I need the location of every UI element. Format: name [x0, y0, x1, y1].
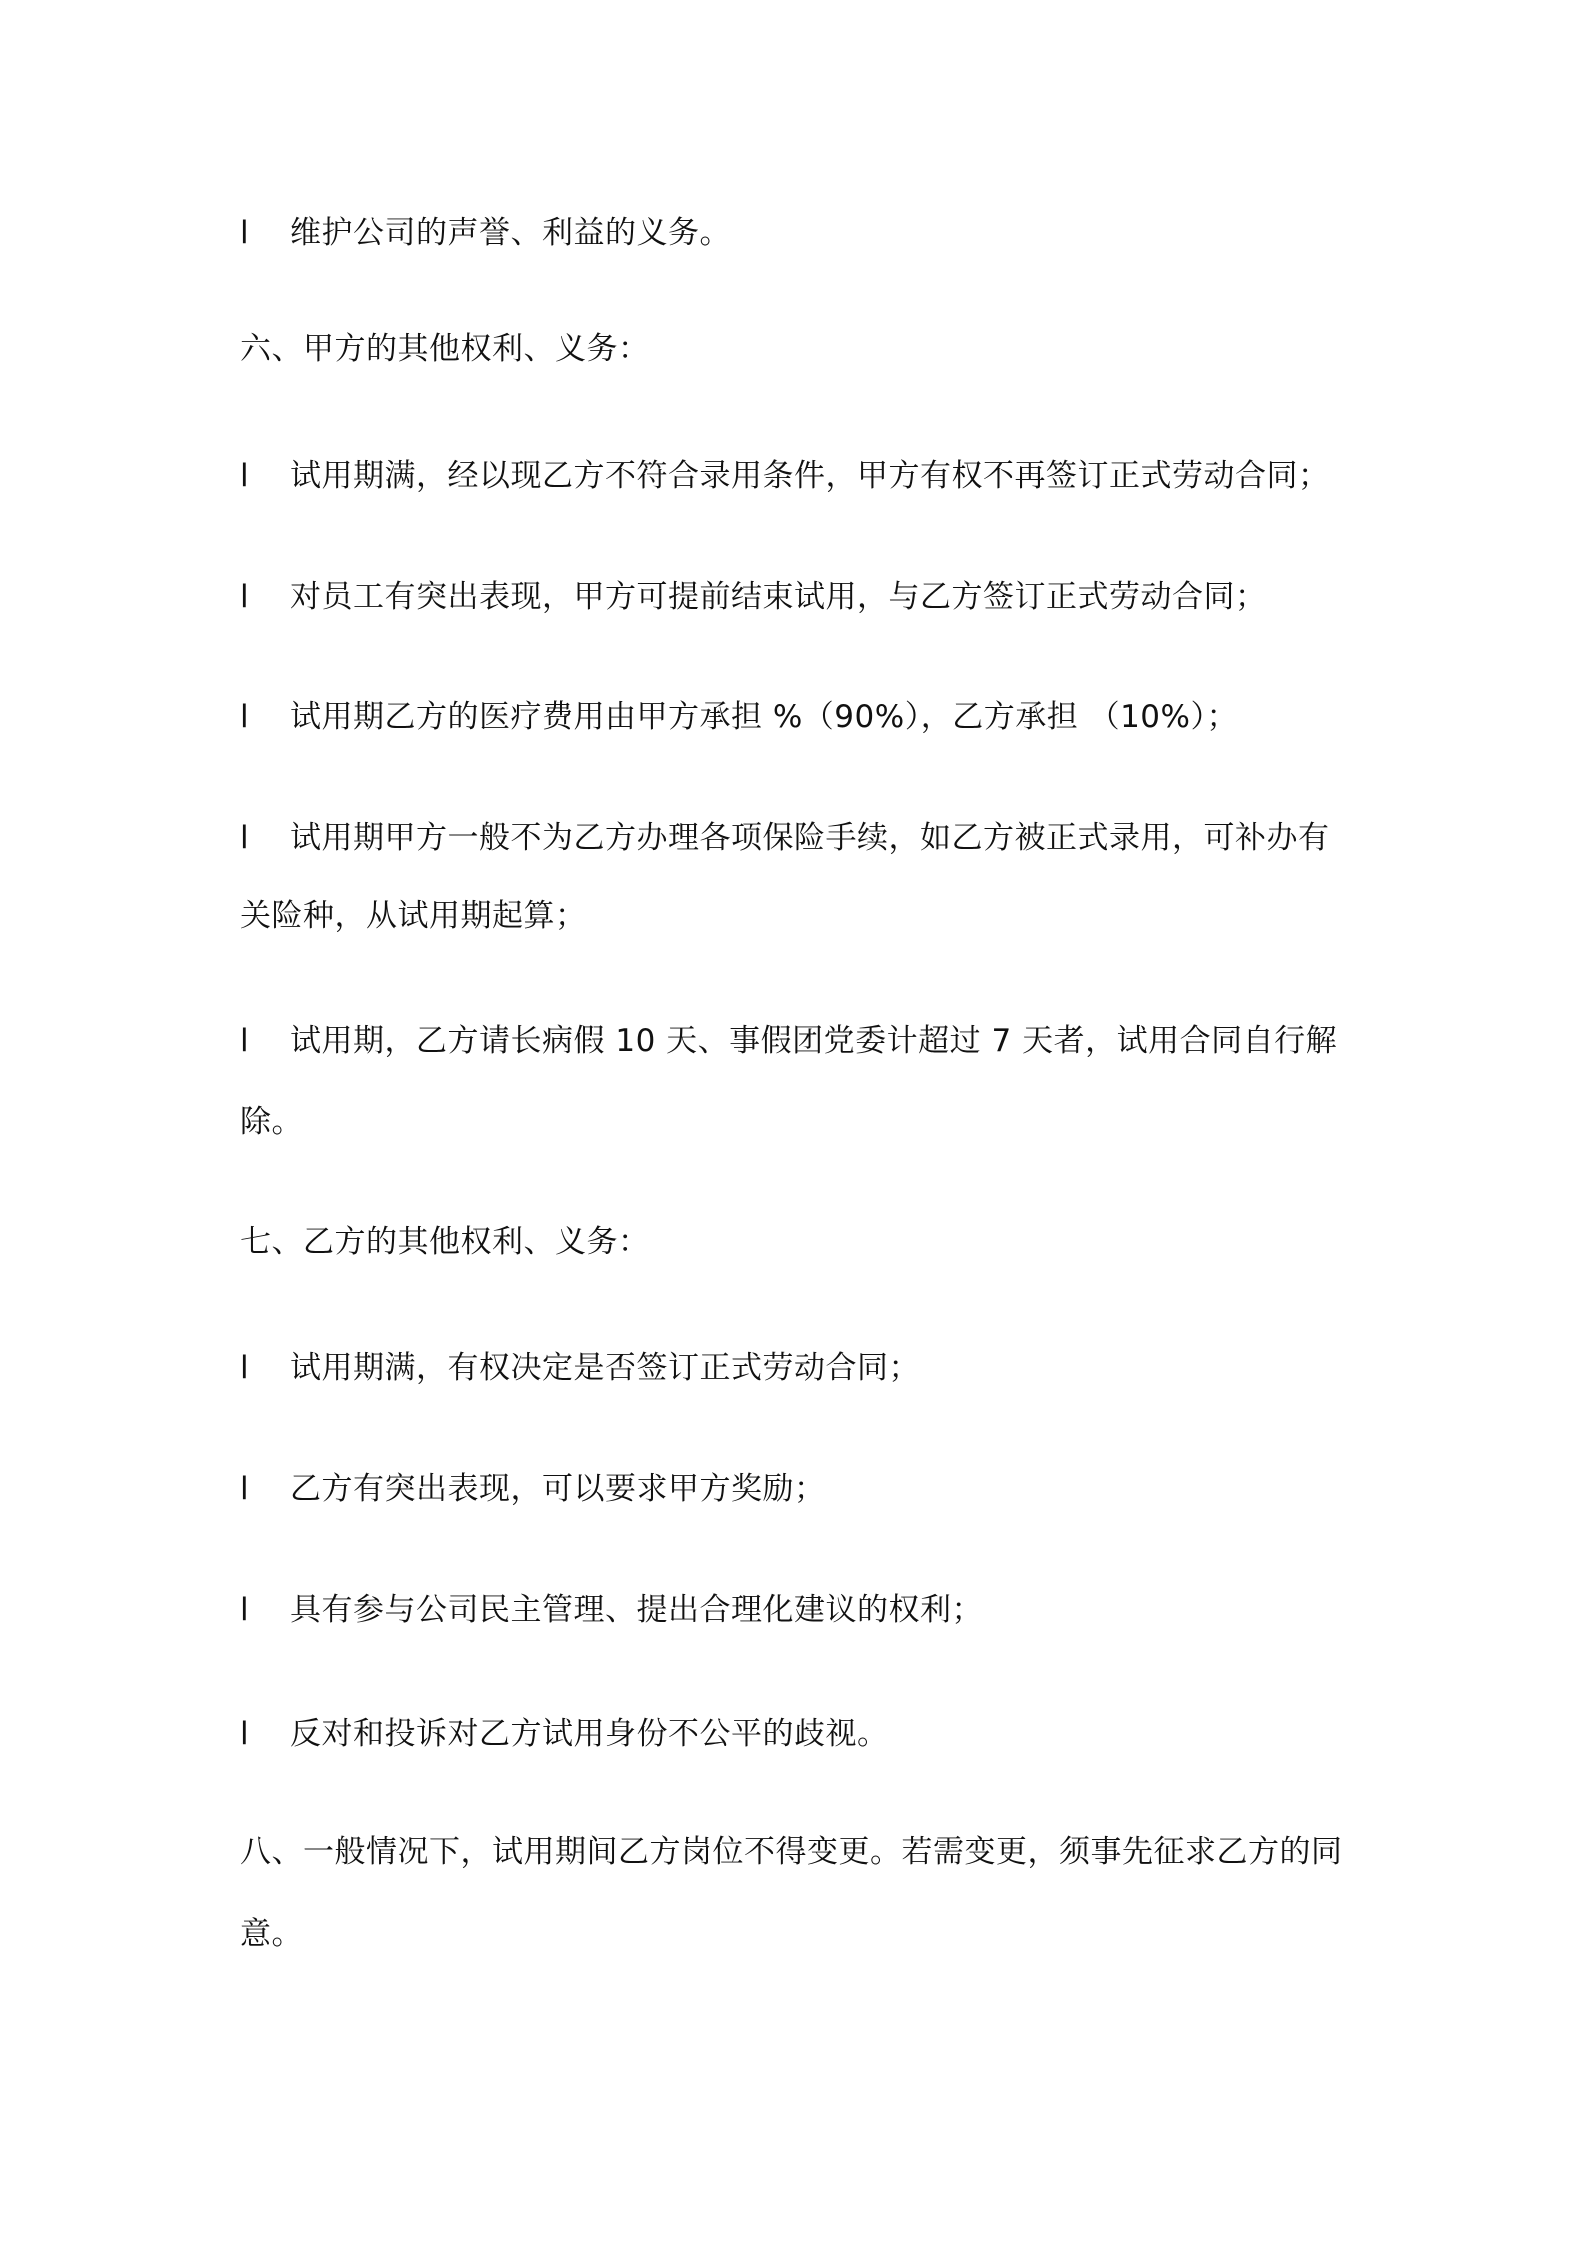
bullet-marker: l: [240, 699, 250, 735]
bullet-text: 试用期乙方的医疗费用由甲方承担 %（90%），乙方承担 （10%）；: [290, 699, 1238, 735]
bullet-text: 维护公司的声誉、利益的义务。: [290, 215, 731, 251]
bullet-item: [240, 1469, 1360, 1509]
bullet-text: 试用期满，经以现乙方不符合录用条件，甲方有权不再签订正式劳动合同；: [290, 458, 1330, 494]
continuation-line: [240, 896, 1360, 936]
bullet-item: [240, 697, 1360, 737]
continuation-text: 意。: [240, 1916, 303, 1952]
continuation-line: [240, 1102, 1360, 1142]
continuation-line: [240, 1914, 1360, 1954]
bullet-text: 乙方有突出表现，可以要求甲方奖励；: [290, 1471, 826, 1507]
bullet-marker: l: [240, 1023, 250, 1059]
bullet-item: [240, 456, 1360, 496]
bullet-text: 具有参与公司民主管理、提出合理化建议的权利；: [290, 1592, 983, 1628]
continuation-text: 除。: [240, 1104, 303, 1140]
bullet-marker: l: [240, 1592, 250, 1628]
bullet-text: 试用期满，有权决定是否签订正式劳动合同；: [290, 1350, 920, 1386]
section-heading: [240, 329, 1360, 369]
section-heading-text: 八、一般情况下，试用期间乙方岗位不得变更。若需变更，须事先征求乙方的同: [240, 1834, 1343, 1870]
bullet-item: [240, 577, 1360, 617]
bullet-marker: l: [240, 820, 250, 856]
continuation-text: 关险种，从试用期起算；: [240, 898, 587, 934]
bullet-item: [240, 818, 1360, 858]
bullet-item: [240, 1590, 1360, 1630]
bullet-marker: l: [240, 215, 250, 251]
section-heading-text: 七、乙方的其他权利、义务：: [240, 1224, 650, 1260]
bullet-marker: l: [240, 1350, 250, 1386]
bullet-text: 反对和投诉对乙方试用身份不公平的歧视。: [290, 1716, 889, 1752]
bullet-text: 对员工有突出表现，甲方可提前结束试用，与乙方签订正式劳动合同；: [290, 579, 1267, 615]
section-heading: [240, 1222, 1360, 1262]
bullet-text: 试用期，乙方请长病假 10 天、事假团党委计超过 7 天者，试用合同自行解: [290, 1023, 1338, 1059]
section-heading: [240, 1832, 1360, 1872]
bullet-marker: l: [240, 1716, 250, 1752]
bullet-item: [240, 1348, 1360, 1388]
bullet-marker: l: [240, 458, 250, 494]
bullet-marker: l: [240, 579, 250, 615]
bullet-text: 试用期甲方一般不为乙方办理各项保险手续，如乙方被正式录用，可补办有: [290, 820, 1330, 856]
bullet-item: [240, 1714, 1360, 1754]
section-heading-text: 六、甲方的其他权利、义务：: [240, 331, 650, 367]
bullet-marker: l: [240, 1471, 250, 1507]
bullet-item: [240, 1021, 1360, 1061]
bullet-item: [240, 213, 1360, 253]
